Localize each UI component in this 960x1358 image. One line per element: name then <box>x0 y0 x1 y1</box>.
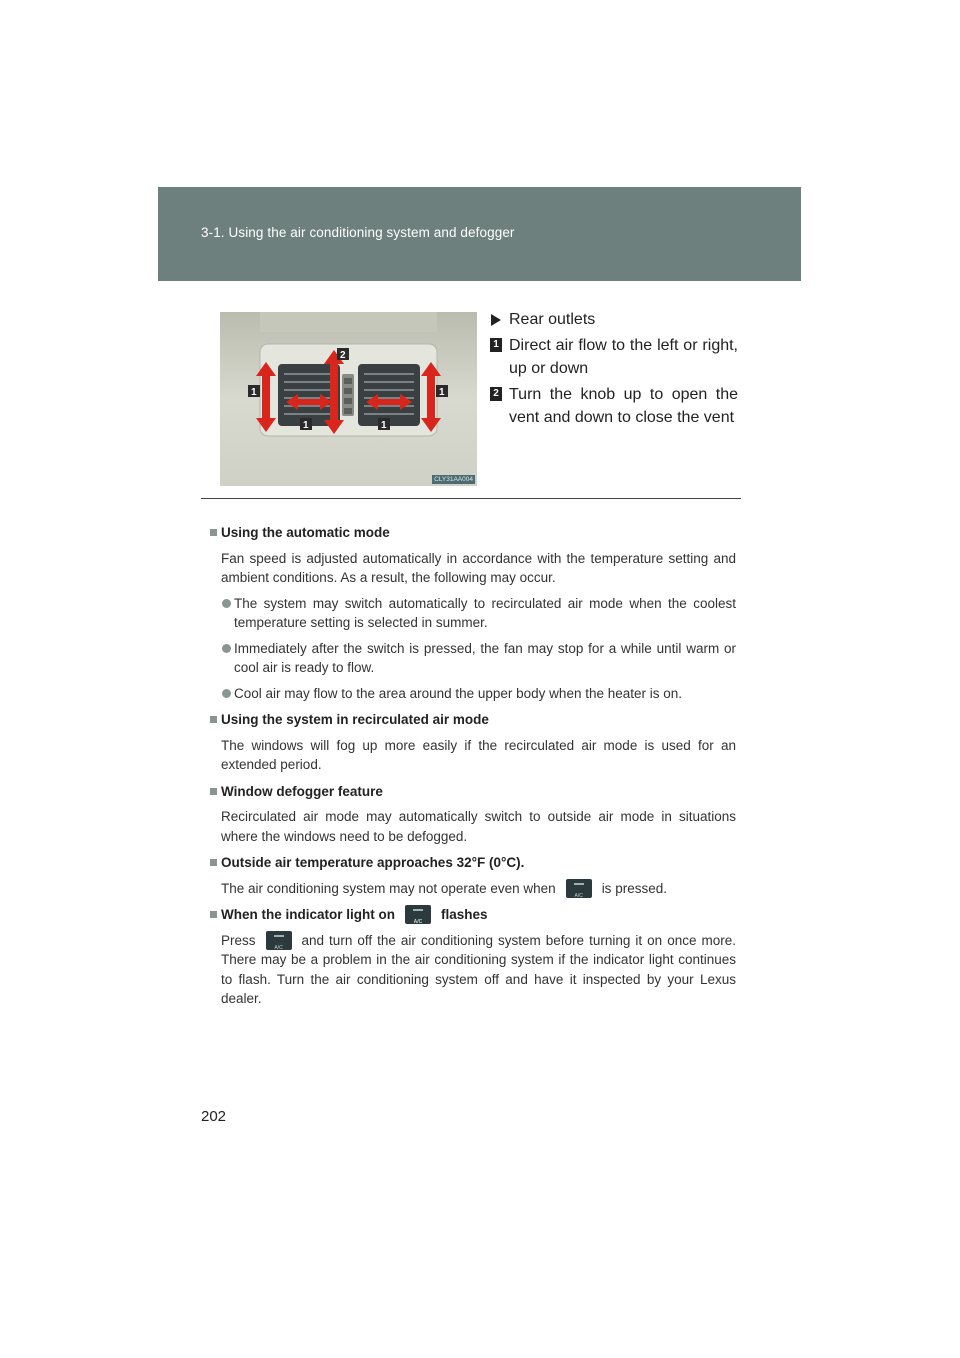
ac-button-icon: A/C <box>266 931 292 950</box>
section-title: 3-1. Using the air conditioning system and defogger <box>201 225 515 240</box>
heading-automatic-mode: Using the automatic mode <box>210 523 736 543</box>
automatic-mode-text: Fan speed is adjusted automatically in accordance with the temperature setting and ambient conditions. As a result, the following may occur. <box>221 550 736 585</box>
heading-window-defogger: Window defogger feature <box>210 782 736 802</box>
callout-1-right: 1 <box>439 387 445 398</box>
triangle-pointer-icon <box>491 314 501 326</box>
number-2-icon: 2 <box>490 387 502 401</box>
square-bullet-icon <box>210 716 217 723</box>
figure-captions <box>490 308 738 432</box>
callout-1-left: 1 <box>251 387 257 398</box>
caption-item-2 <box>490 383 738 429</box>
callout-1-bottom-right: 1 <box>381 420 387 431</box>
caption-item-1-text: Direct air flow to the left or right, up or down <box>509 337 738 377</box>
square-bullet-icon <box>210 859 217 866</box>
section-divider <box>201 498 741 499</box>
window-defogger-text: Recirculated air mode may automatically switch to outside air mode in situations where the windows need to be defogged. <box>221 809 736 844</box>
figure-code: CLY31AA004 <box>434 476 473 483</box>
round-bullet-icon <box>222 689 231 698</box>
automatic-mode-bullet-1: The system may switch automatically to recirculated air mode when the coolest temperature setting is selected in summer. <box>210 594 736 633</box>
square-bullet-icon <box>210 529 217 536</box>
recirculated-mode-text: The windows will fog up more easily if the recirculated air mode is used for an extended period. <box>221 737 736 772</box>
round-bullet-icon <box>222 599 231 608</box>
callout-1-bottom-left: 1 <box>303 420 309 431</box>
ac-button-icon: A/C <box>566 879 592 898</box>
caption-heading-text: Rear outlets <box>509 311 596 328</box>
heading-outside-temperature: Outside air temperature approaches 32°F (0°C). <box>210 853 736 873</box>
outside-temperature-text: The air conditioning system may not operate even when A/C is pressed. <box>221 880 667 899</box>
caption-heading <box>490 308 738 331</box>
rear-outlets-illustration <box>220 312 477 486</box>
caption-item-2-text: Turn the knob up to open the vent and down to close the vent <box>509 386 738 426</box>
ac-button-icon: A/C <box>405 905 431 924</box>
automatic-mode-bullet-3: Cool air may flow to the area around the upper body when the heater is on. <box>210 684 736 704</box>
indicator-flashes-text: Press A/C and turn off the air conditioning system before turning it on once more. There may be a problem in the air conditioning system if the indicator light continues to flash. Turn the air conditioning system off and have it inspected by your Lexus dealer. <box>221 932 736 1006</box>
heading-recirculated-mode: Using the system in recirculated air mode <box>210 710 736 730</box>
square-bullet-icon <box>210 911 217 918</box>
page-number: 202 <box>201 1108 227 1125</box>
heading-indicator-flashes: When the indicator light on A/C flashes <box>210 905 736 925</box>
rear-outlets-figure <box>220 312 477 486</box>
section-header-band <box>158 187 801 281</box>
automatic-mode-bullet-2: Immediately after the switch is pressed, the fan may stop for a while until warm or cool air is ready to flow. <box>210 639 736 678</box>
number-1-icon: 1 <box>490 338 502 352</box>
square-bullet-icon <box>210 788 217 795</box>
caption-item-1 <box>490 334 738 380</box>
notes-body <box>210 516 736 1009</box>
callout-2: 2 <box>340 350 346 361</box>
round-bullet-icon <box>222 644 231 653</box>
